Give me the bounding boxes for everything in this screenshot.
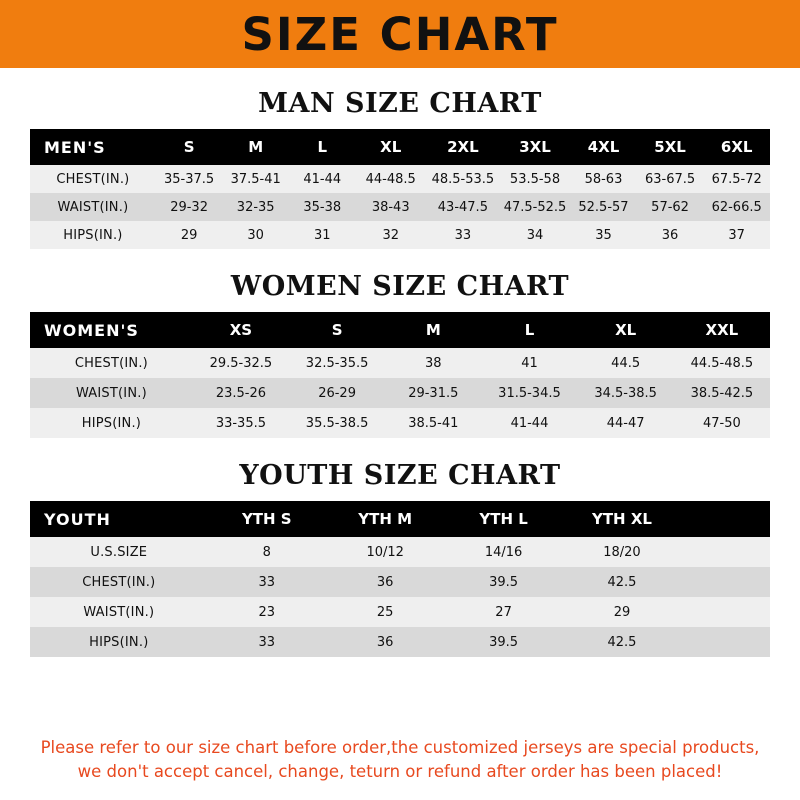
women-r2c0: 33-35.5 <box>193 408 289 438</box>
women-col-2: M <box>385 312 481 348</box>
women-r0c3: 41 <box>481 348 577 378</box>
youth-row-1-label: CHEST(IN.) <box>30 567 208 597</box>
youth-r1c2: 39.5 <box>444 567 562 597</box>
women-r0c4: 44.5 <box>578 348 674 378</box>
youth-col-2: YTH L <box>444 501 562 537</box>
men-r0c1: 37.5-41 <box>222 165 289 193</box>
table-row <box>30 193 770 221</box>
men-col-8: 6XL <box>703 129 770 165</box>
women-r2c5: 47-50 <box>674 408 770 438</box>
women-r2c2: 38.5-41 <box>385 408 481 438</box>
women-table-wrap <box>30 312 770 438</box>
women-col-4: XL <box>578 312 674 348</box>
youth-r3c4 <box>681 627 770 657</box>
men-r2c5: 34 <box>500 221 570 249</box>
women-row-0-label: CHEST(IN.) <box>30 348 193 378</box>
youth-section-title: YOUTH SIZE CHART <box>239 460 561 491</box>
youth-r1c0: 33 <box>208 567 326 597</box>
men-r0c6: 58-63 <box>570 165 637 193</box>
men-col-2: L <box>289 129 356 165</box>
youth-r2c1: 25 <box>326 597 444 627</box>
youth-col-1: YTH M <box>326 501 444 537</box>
men-r1c1: 32-35 <box>222 193 289 221</box>
women-r1c1: 26-29 <box>289 378 385 408</box>
youth-r0c0: 8 <box>208 537 326 567</box>
youth-r2c0: 23 <box>208 597 326 627</box>
men-col-3: XL <box>356 129 426 165</box>
men-col-4: 2XL <box>426 129 500 165</box>
page-title: SIZE CHART <box>241 7 559 61</box>
youth-r3c2: 39.5 <box>444 627 562 657</box>
men-r1c7: 57-62 <box>637 193 704 221</box>
women-r2c1: 35.5-38.5 <box>289 408 385 438</box>
youth-row-3-label: HIPS(IN.) <box>30 627 208 657</box>
youth-col-3: YTH XL <box>563 501 681 537</box>
youth-table-wrap <box>30 501 770 657</box>
men-r2c4: 33 <box>426 221 500 249</box>
men-r2c3: 32 <box>356 221 426 249</box>
men-r0c2: 41-44 <box>289 165 356 193</box>
youth-r2c3: 29 <box>563 597 681 627</box>
women-section-title: WOMEN SIZE CHART <box>230 271 570 302</box>
table-row <box>30 408 770 438</box>
men-r0c5: 53.5-58 <box>500 165 570 193</box>
men-r1c4: 43-47.5 <box>426 193 500 221</box>
women-col-0: XS <box>193 312 289 348</box>
footer-note-line-2: we don't accept cancel, change, teturn or refund after order has been placed! <box>77 762 723 782</box>
men-r2c1: 30 <box>222 221 289 249</box>
youth-r1c1: 36 <box>326 567 444 597</box>
men-r1c3: 38-43 <box>356 193 426 221</box>
table-row <box>30 165 770 193</box>
women-r1c3: 31.5-34.5 <box>481 378 577 408</box>
youth-r3c0: 33 <box>208 627 326 657</box>
footer-note <box>0 736 800 784</box>
men-col-7: 5XL <box>637 129 704 165</box>
men-r0c4: 48.5-53.5 <box>426 165 500 193</box>
table-row <box>30 537 770 567</box>
men-row-header: MEN'S <box>30 129 156 165</box>
table-row <box>30 597 770 627</box>
men-row-1-label: WAIST(IN.) <box>30 193 156 221</box>
men-col-0: S <box>156 129 223 165</box>
men-r0c3: 44-48.5 <box>356 165 426 193</box>
header-banner <box>0 0 800 68</box>
women-r2c3: 41-44 <box>481 408 577 438</box>
women-r2c4: 44-47 <box>578 408 674 438</box>
men-col-5: 3XL <box>500 129 570 165</box>
table-row <box>30 348 770 378</box>
women-col-5: XXL <box>674 312 770 348</box>
youth-r1c4 <box>681 567 770 597</box>
table-header-row <box>30 312 770 348</box>
women-row-1-label: WAIST(IN.) <box>30 378 193 408</box>
women-r0c0: 29.5-32.5 <box>193 348 289 378</box>
men-col-6: 4XL <box>570 129 637 165</box>
men-r2c8: 37 <box>703 221 770 249</box>
table-row <box>30 221 770 249</box>
women-size-table <box>30 312 770 438</box>
youth-r3c1: 36 <box>326 627 444 657</box>
footer-note-line-1: Please refer to our size chart before order,the customized jerseys are special products, <box>40 738 760 758</box>
men-section-title: MAN SIZE CHART <box>258 88 542 119</box>
table-row <box>30 627 770 657</box>
women-col-1: S <box>289 312 385 348</box>
youth-r3c3: 42.5 <box>563 627 681 657</box>
youth-size-table <box>30 501 770 657</box>
men-r0c0: 35-37.5 <box>156 165 223 193</box>
youth-r0c3: 18/20 <box>563 537 681 567</box>
youth-r2c4 <box>681 597 770 627</box>
women-r1c0: 23.5-26 <box>193 378 289 408</box>
men-row-2-label: HIPS(IN.) <box>30 221 156 249</box>
table-header-row <box>30 129 770 165</box>
men-r2c6: 35 <box>570 221 637 249</box>
youth-r0c1: 10/12 <box>326 537 444 567</box>
women-row-2-label: HIPS(IN.) <box>30 408 193 438</box>
youth-row-2-label: WAIST(IN.) <box>30 597 208 627</box>
women-r1c2: 29-31.5 <box>385 378 481 408</box>
men-row-0-label: CHEST(IN.) <box>30 165 156 193</box>
men-r2c2: 31 <box>289 221 356 249</box>
table-header-row <box>30 501 770 537</box>
women-col-3: L <box>481 312 577 348</box>
women-r0c2: 38 <box>385 348 481 378</box>
men-r1c8: 62-66.5 <box>703 193 770 221</box>
men-r1c2: 35-38 <box>289 193 356 221</box>
youth-row-0-label: U.S.SIZE <box>30 537 208 567</box>
men-r1c6: 52.5-57 <box>570 193 637 221</box>
youth-row-header: YOUTH <box>30 501 208 537</box>
youth-col-0: YTH S <box>208 501 326 537</box>
men-table-wrap <box>30 129 770 249</box>
table-row <box>30 567 770 597</box>
youth-r0c2: 14/16 <box>444 537 562 567</box>
men-r0c8: 67.5-72 <box>703 165 770 193</box>
youth-r1c3: 42.5 <box>563 567 681 597</box>
men-r1c5: 47.5-52.5 <box>500 193 570 221</box>
men-r1c0: 29-32 <box>156 193 223 221</box>
women-r0c5: 44.5-48.5 <box>674 348 770 378</box>
women-row-header: WOMEN'S <box>30 312 193 348</box>
women-r1c4: 34.5-38.5 <box>578 378 674 408</box>
men-r2c0: 29 <box>156 221 223 249</box>
men-col-1: M <box>222 129 289 165</box>
men-r0c7: 63-67.5 <box>637 165 704 193</box>
women-r1c5: 38.5-42.5 <box>674 378 770 408</box>
men-r2c7: 36 <box>637 221 704 249</box>
youth-r2c2: 27 <box>444 597 562 627</box>
women-r0c1: 32.5-35.5 <box>289 348 385 378</box>
youth-r0c4 <box>681 537 770 567</box>
table-row <box>30 378 770 408</box>
men-size-table <box>30 129 770 249</box>
youth-col-4 <box>681 501 770 537</box>
